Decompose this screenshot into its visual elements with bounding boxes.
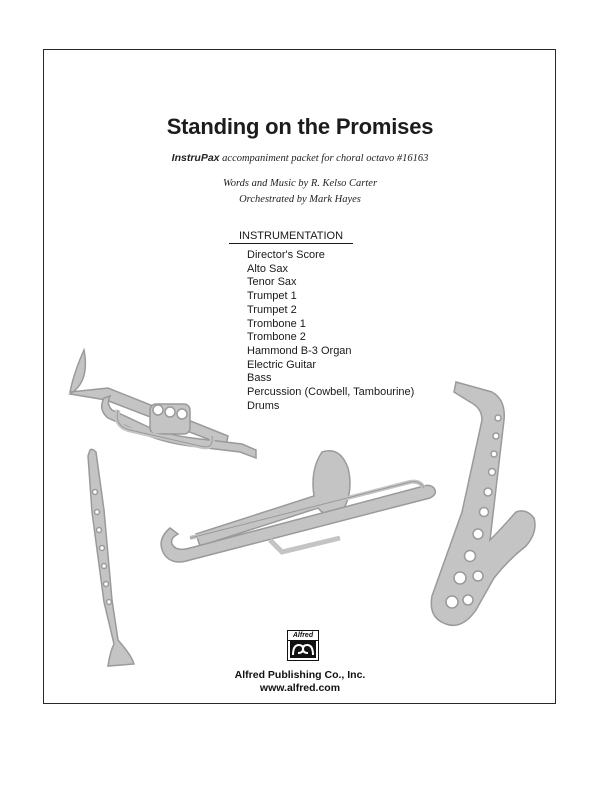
subtitle-text: accompaniment packet for choral octavo #16163 — [219, 153, 429, 164]
subtitle — [0, 152, 600, 164]
page-title: Standing on the Promises — [166, 114, 434, 139]
subtitle-brand: InstruPax — [171, 152, 220, 164]
list-item: Director's Score — [247, 249, 325, 261]
publisher-name: Alfred Publishing Co., Inc. — [234, 669, 366, 681]
logo-mark-icon — [290, 641, 316, 658]
list-item: Percussion (Cowbell, Tambourine) — [247, 386, 415, 399]
list-item: Alto Sax — [247, 262, 288, 275]
instrumentation-heading: INSTRUMENTATION — [229, 230, 353, 244]
saxophone-illustration — [431, 382, 535, 625]
trombone-illustration — [161, 451, 435, 562]
list-item: Drums — [247, 399, 280, 412]
instrumentation-list — [247, 249, 414, 413]
logo-wordmark: Alfred — [288, 631, 318, 641]
clarinet-illustration — [88, 449, 134, 666]
alfred-logo-icon — [287, 630, 319, 661]
list-item: Trumpet 2 — [247, 303, 297, 316]
orchestration-credit: Orchestrated by Mark Hayes — [239, 194, 361, 205]
publisher-url[interactable]: www.alfred.com — [259, 682, 341, 694]
list-item: Electric Guitar — [247, 358, 317, 371]
list-item: Tenor Sax — [247, 276, 297, 289]
list-item: Trombone 2 — [247, 331, 306, 344]
words-music-credit: Words and Music by R. Kelso Carter — [222, 178, 378, 189]
list-item: Hammond B-3 Organ — [247, 344, 352, 357]
list-item: Trombone 1 — [247, 317, 306, 330]
list-item: Trumpet 1 — [247, 290, 297, 303]
trumpet-illustration — [70, 350, 256, 458]
list-item: Bass — [247, 372, 272, 385]
